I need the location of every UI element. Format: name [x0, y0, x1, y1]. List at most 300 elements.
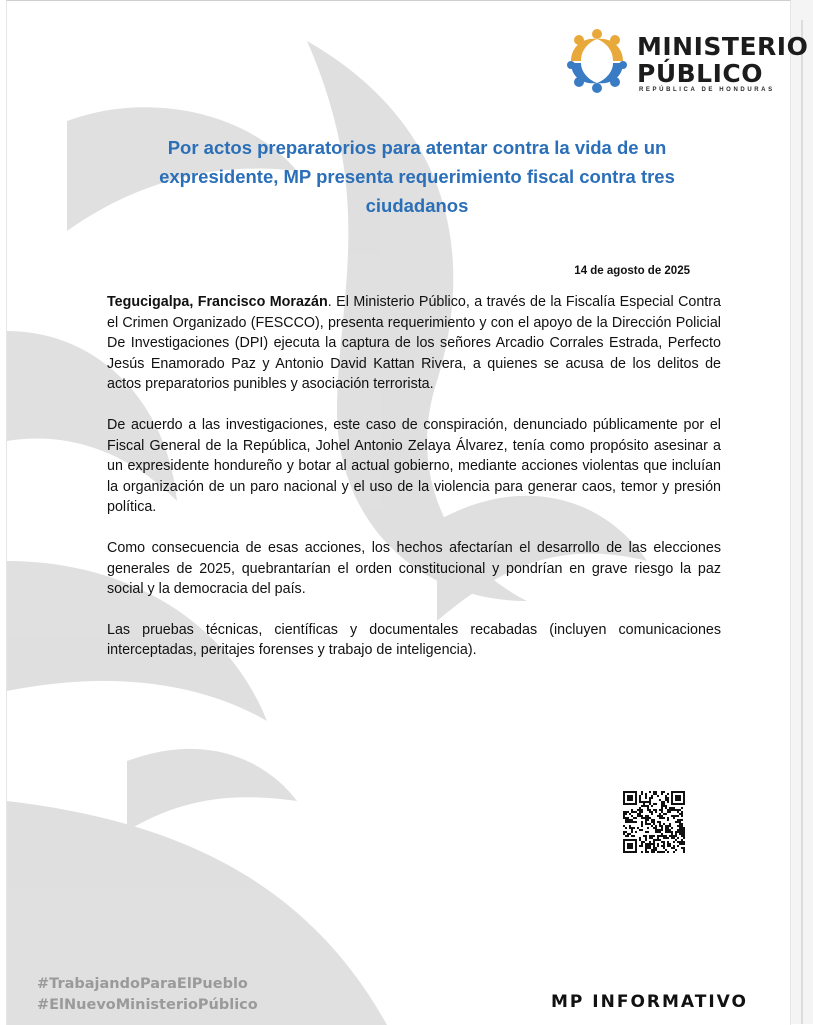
qr-module [681, 825, 683, 827]
qr-module [651, 837, 653, 839]
qr-module [661, 791, 663, 793]
qr-module [653, 839, 655, 841]
qr-module [625, 835, 627, 837]
footer-label: MP INFORMATIVO [551, 992, 748, 1012]
qr-module [671, 847, 673, 849]
qr-module [671, 833, 673, 835]
qr-module [647, 845, 649, 847]
qr-module [641, 825, 643, 827]
qr-module [669, 845, 671, 847]
qr-module [665, 825, 667, 827]
qr-module [667, 817, 669, 819]
qr-module [651, 813, 653, 815]
qr-module [677, 829, 679, 831]
qr-module [645, 805, 647, 807]
qr-module [665, 827, 667, 829]
qr-module [645, 821, 647, 823]
qr-module [643, 801, 645, 803]
qr-module [655, 829, 657, 831]
qr-module [667, 825, 669, 827]
qr-module [647, 847, 649, 849]
qr-module [661, 829, 663, 831]
qr-module [653, 791, 655, 793]
qr-module [671, 807, 673, 809]
qr-module [635, 811, 637, 813]
qr-module [641, 801, 643, 803]
qr-module [627, 835, 629, 837]
qr-module [633, 811, 635, 813]
qr-module [637, 809, 639, 811]
logo-subtitle: REPÚBLICA DE HONDURAS [639, 87, 775, 93]
qr-module [627, 811, 629, 813]
qr-module [653, 841, 655, 843]
qr-module [671, 831, 673, 833]
qr-module [641, 815, 643, 817]
qr-module [659, 831, 661, 833]
qr-module [643, 803, 645, 805]
qr-module [641, 829, 643, 831]
qr-module [649, 809, 651, 811]
qr-module [667, 841, 669, 843]
qr-module [673, 847, 675, 849]
qr-module [623, 815, 625, 817]
qr-module [661, 841, 663, 843]
hashtag[interactable]: #TrabajandoParaElPueblo [37, 976, 248, 992]
qr-module [677, 811, 679, 813]
qr-module [679, 843, 681, 845]
qr-module [645, 839, 647, 841]
page-edge-strip [790, 0, 813, 1024]
qr-module [683, 841, 685, 843]
qr-module [665, 797, 667, 799]
qr-module [651, 805, 653, 807]
qr-module [661, 801, 663, 803]
qr-module [659, 799, 661, 801]
qr-module [655, 847, 657, 849]
qr-module [623, 813, 625, 815]
qr-module [647, 819, 649, 821]
qr-module [681, 835, 683, 837]
qr-module [667, 819, 669, 821]
qr-module [665, 805, 667, 807]
qr-module [671, 815, 673, 817]
qr-module [651, 819, 653, 821]
qr-module [665, 849, 667, 851]
qr-module [683, 835, 685, 837]
qr-module [665, 837, 667, 839]
qr-module [639, 839, 641, 841]
qr-module [641, 843, 643, 845]
qr-module [677, 809, 679, 811]
qr-module [655, 791, 657, 793]
qr-module [659, 825, 661, 827]
qr-module [677, 819, 679, 821]
qr-module [639, 795, 641, 797]
qr-module [631, 821, 633, 823]
qr-module [649, 801, 651, 803]
qr-module [659, 839, 661, 841]
qr-module [663, 803, 665, 805]
ministerio-publico-logo [563, 27, 809, 99]
qr-module [665, 813, 667, 815]
qr-module [645, 815, 647, 817]
qr-module [669, 825, 671, 827]
qr-module [651, 795, 653, 797]
qr-module [639, 811, 641, 813]
qr-module [661, 805, 663, 807]
qr-module [625, 819, 627, 821]
qr-module [679, 819, 681, 821]
qr-module [651, 851, 653, 853]
qr-module [633, 827, 635, 829]
qr-module [667, 845, 669, 847]
qr-module [671, 837, 673, 839]
qr-module [627, 821, 629, 823]
qr-module [651, 849, 653, 851]
qr-module [665, 807, 667, 809]
qr-module [683, 851, 685, 853]
qr-module [651, 825, 653, 827]
qr-module [641, 793, 643, 795]
qr-module [655, 827, 657, 829]
qr-module [649, 841, 651, 843]
qr-module [633, 817, 635, 819]
qr-module [655, 831, 657, 833]
qr-module [635, 817, 637, 819]
qr-module [639, 797, 641, 799]
qr-module [683, 847, 685, 849]
qr-module [667, 829, 669, 831]
qr-module [661, 809, 663, 811]
qr-module [675, 809, 677, 811]
qr-module [649, 823, 651, 825]
hashtag[interactable]: #ElNuevoMinisterioPúblico [37, 997, 258, 1013]
qr-module [657, 835, 659, 837]
page-edge-line [801, 20, 803, 1024]
qr-module [645, 837, 647, 839]
qr-module [667, 799, 669, 801]
qr-module [669, 807, 671, 809]
qr-module [627, 817, 629, 819]
qr-module [657, 795, 659, 797]
qr-module [675, 821, 677, 823]
qr-code-icon[interactable] [621, 789, 687, 855]
qr-module [655, 803, 657, 805]
qr-module [645, 835, 647, 837]
qr-module [629, 813, 631, 815]
qr-module [679, 823, 681, 825]
paragraph-3: Como consecuencia de esas acciones, los hechos afectarían el desarrollo de las elecciones generales de 2025, quebrantarían el orden constitucional y pondrían en grave riesgo la paz social y la democracia del país. [107, 539, 721, 598]
qr-module [679, 829, 681, 831]
qr-module [649, 843, 651, 845]
qr-module [663, 841, 665, 843]
qr-module [681, 829, 683, 831]
qr-module [639, 837, 641, 839]
qr-module [623, 825, 625, 827]
paragraph-1-text: . El Ministerio Público, a través de la Fiscalía Especial Contra el Crimen Organizado (FESCCO), presenta requerimiento y con el apoyo de la Dirección Policial De Investigaciones (DPI) ejecuta la captura de los señores Arcadio Corrales Estrada, Perfecto Jesús Enamorado Paz y Antonio David Kattan Rivera, a quienes se acusa de los delitos de actos preparatorios punibles y asociación terrorista. [107, 294, 721, 393]
qr-module [639, 807, 641, 809]
qr-module [645, 845, 647, 847]
qr-module [631, 811, 633, 813]
qr-module [659, 829, 661, 831]
qr-module [653, 819, 655, 821]
qr-module [629, 825, 631, 827]
qr-module [647, 805, 649, 807]
qr-module [665, 835, 667, 837]
qr-module [663, 823, 665, 825]
qr-module [681, 847, 683, 849]
qr-module [653, 793, 655, 795]
qr-module [641, 791, 643, 793]
qr-module [673, 845, 675, 847]
qr-module [669, 829, 671, 831]
qr-module [647, 827, 649, 829]
qr-module [681, 841, 683, 843]
qr-module [627, 819, 629, 821]
qr-module [665, 799, 667, 801]
qr-module [645, 831, 647, 833]
qr-module [667, 809, 669, 811]
people-circle-logo-icon [563, 27, 631, 95]
qr-module [631, 819, 633, 821]
qr-module [675, 839, 677, 841]
qr-module [653, 803, 655, 805]
dateline-place: Tegucigalpa, Francisco Morazán [107, 294, 328, 310]
qr-module [641, 845, 643, 847]
qr-module [673, 809, 675, 811]
qr-module [657, 839, 659, 841]
qr-module [675, 831, 677, 833]
qr-module [655, 825, 657, 827]
qr-module [673, 835, 675, 837]
qr-module [681, 813, 683, 815]
qr-module [679, 809, 681, 811]
qr-module [673, 807, 675, 809]
qr-module [637, 827, 639, 829]
qr-module [677, 845, 679, 847]
qr-module [667, 843, 669, 845]
qr-module [653, 827, 655, 829]
qr-module [639, 815, 641, 817]
qr-module [681, 833, 683, 835]
qr-module [669, 835, 671, 837]
qr-module [677, 837, 679, 839]
qr-module [667, 827, 669, 829]
qr-module [649, 847, 651, 849]
qr-module [635, 821, 637, 823]
qr-module [679, 833, 681, 835]
qr-module [681, 815, 683, 817]
qr-module [657, 843, 659, 845]
qr-module [643, 817, 645, 819]
qr-module [629, 827, 631, 829]
qr-module [653, 823, 655, 825]
qr-module [663, 851, 665, 853]
qr-module [679, 821, 681, 823]
qr-module [661, 793, 663, 795]
qr-module [661, 825, 663, 827]
qr-module [625, 817, 627, 819]
qr-module [631, 827, 633, 829]
qr-module [647, 843, 649, 845]
qr-module [639, 809, 641, 811]
qr-module [683, 831, 685, 833]
qr-module [645, 819, 647, 821]
qr-module [637, 813, 639, 815]
qr-module [631, 829, 633, 831]
qr-module [655, 809, 657, 811]
qr-module [645, 851, 647, 853]
qr-module [649, 803, 651, 805]
qr-module [647, 801, 649, 803]
qr-module [663, 805, 665, 807]
qr-module [671, 827, 673, 829]
qr-module [657, 851, 659, 853]
qr-module [681, 807, 683, 809]
qr-module [627, 833, 629, 835]
qr-module [637, 815, 639, 817]
qr-module [661, 817, 663, 819]
qr-module [649, 837, 651, 839]
qr-module [623, 811, 625, 813]
qr-module [633, 821, 635, 823]
qr-module [667, 811, 669, 813]
qr-module [649, 835, 651, 837]
qr-module [643, 835, 645, 837]
qr-module [653, 843, 655, 845]
qr-module [631, 809, 633, 811]
qr-module [671, 835, 673, 837]
qr-module [639, 829, 641, 831]
publication-date: 14 de agosto de 2025 [574, 265, 690, 277]
qr-module [669, 811, 671, 813]
qr-module [653, 821, 655, 823]
qr-module [659, 813, 661, 815]
qr-module [647, 851, 649, 853]
qr-module [641, 817, 643, 819]
qr-module [659, 809, 661, 811]
qr-module [653, 849, 655, 851]
qr-module [665, 795, 667, 797]
qr-module [647, 831, 649, 833]
qr-module [651, 835, 653, 837]
qr-module [655, 839, 657, 841]
qr-module [645, 801, 647, 803]
qr-module [653, 809, 655, 811]
qr-module [655, 793, 657, 795]
qr-module [639, 801, 641, 803]
qr-module [679, 831, 681, 833]
qr-module [679, 841, 681, 843]
qr-module [629, 819, 631, 821]
qr-module [659, 835, 661, 837]
qr-module [657, 829, 659, 831]
qr-module [681, 827, 683, 829]
qr-module [681, 819, 683, 821]
qr-module [645, 843, 647, 845]
qr-module [639, 799, 641, 801]
qr-module [661, 845, 663, 847]
qr-module [623, 817, 625, 819]
qr-module [663, 817, 665, 819]
qr-module [657, 815, 659, 817]
qr-module [667, 851, 669, 853]
qr-module [653, 845, 655, 847]
qr-module [657, 821, 659, 823]
page-title: Por actos preparatorios para atentar contra la vida de un expresidente, MP presenta requerimiento fiscal contra tres ciudadanos [159, 137, 675, 216]
qr-module [669, 831, 671, 833]
qr-module [655, 849, 657, 851]
qr-module [673, 817, 675, 819]
qr-module [657, 837, 659, 839]
qr-module [659, 851, 661, 853]
qr-module [641, 823, 643, 825]
qr-module [663, 813, 665, 815]
qr-module [667, 831, 669, 833]
qr-module [625, 813, 627, 815]
qr-module [681, 811, 683, 813]
qr-module [663, 835, 665, 837]
qr-module [681, 831, 683, 833]
qr-module [625, 811, 627, 813]
qr-module [683, 829, 685, 831]
qr-module [683, 827, 685, 829]
qr-module [679, 813, 681, 815]
qr-module [641, 811, 643, 813]
qr-module [655, 811, 657, 813]
qr-module [675, 815, 677, 817]
qr-module [667, 801, 669, 803]
qr-module [659, 817, 661, 819]
logo-title-line-1: MINISTERIO [637, 32, 809, 61]
qr-module [665, 831, 667, 833]
logo-title-line-2: PÚBLICO [637, 59, 764, 88]
qr-module [667, 837, 669, 839]
qr-module [657, 845, 659, 847]
qr-module [645, 817, 647, 819]
qr-module [631, 815, 633, 817]
qr-module [651, 797, 653, 799]
qr-module [641, 841, 643, 843]
qr-module [643, 805, 645, 807]
qr-module [623, 831, 625, 833]
watermark-petal [127, 749, 297, 831]
qr-module [631, 835, 633, 837]
qr-module [683, 849, 685, 851]
qr-module [649, 845, 651, 847]
qr-module [661, 835, 663, 837]
qr-module [663, 837, 665, 839]
qr-module [661, 803, 663, 805]
qr-module [677, 841, 679, 843]
qr-module [647, 817, 649, 819]
qr-module [683, 843, 685, 845]
qr-module [659, 815, 661, 817]
qr-module [633, 835, 635, 837]
qr-module [649, 797, 651, 799]
qr-module [663, 845, 665, 847]
qr-module [661, 811, 663, 813]
qr-module [645, 847, 647, 849]
qr-module [635, 831, 637, 833]
qr-module [641, 851, 643, 853]
qr-module [631, 831, 633, 833]
qr-module [683, 837, 685, 839]
qr-module [681, 823, 683, 825]
qr-module [625, 827, 627, 829]
paragraph-1 [107, 292, 721, 395]
qr-module [681, 839, 683, 841]
